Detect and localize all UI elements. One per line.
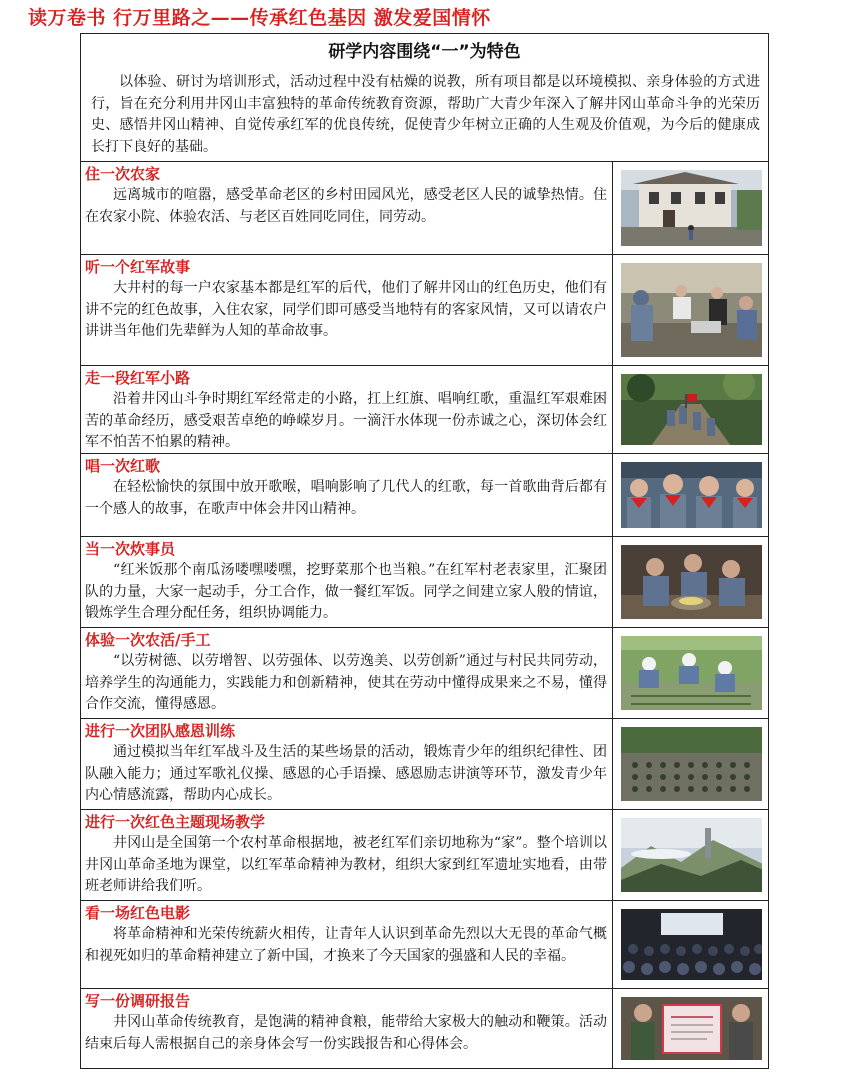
page-banner: 读万卷书 行万里路之——传承红色基因 激发爱国情怀 — [28, 7, 491, 29]
intro-paragraph: 以体验、研讨为培训形式，活动过程中没有枯燥的说教，所有项目都是以环境模拟、亲身体验的方式进行，旨在充分利用井冈山丰富独特的革命传统教育资源，帮助广大青少年深入了解井冈山革命斗争的光荣历史、感悟井冈山精神、自觉传承红军的优良传统，促使青少年树立正确的人生观及价值观，为今后的健康成长打下良好的基础。 — [91, 74, 760, 155]
activity-description: 井冈山是全国第一个农村革命根据地，被老红军们亲切地称为“家”。整个培训以井冈山革命圣地为课堂，以红军革命精神为教材，组织大家到红军遗址实地看，由带班老师讲给我们听。 — [85, 835, 607, 894]
activity-row — [81, 810, 768, 901]
intro-title: 研学内容围绕“一”为特色 — [328, 42, 521, 62]
activity-title: 唱一次红歌 — [85, 457, 161, 475]
activity-row — [81, 901, 768, 989]
farmhouse-photo — [621, 170, 762, 246]
activity-title: 看一场红色电影 — [85, 904, 191, 922]
activity-description: 井冈山革命传统教育，是饱满的精神食粮，能带给大家极大的触动和鞭策。活动结束后每人需根据自己的亲身体会写一份实践报告和心得体会。 — [85, 1014, 607, 1052]
movie-photo — [621, 909, 762, 980]
activity-row — [81, 454, 768, 537]
activity-title: 进行一次团队感恩训练 — [85, 722, 236, 740]
storytelling-photo — [621, 263, 762, 357]
activity-title: 住一次农家 — [85, 165, 161, 183]
activity-description: 在轻松愉快的氛围中放开歌喉，唱响影响了几代人的红歌，每一首歌曲背后都有一个感人的故事，在歌声中体会井冈山精神。 — [85, 479, 607, 517]
activity-description: 将革命精神和光荣传统薪火相传，让青年人认识到革命先烈以大无畏的革命气概和视死如归的革命精神建立了新中国，才换来了今天国家的强盛和人民的幸福。 — [85, 926, 607, 964]
activity-title: 体验一次农活/手工 — [85, 631, 211, 649]
activity-row — [81, 719, 768, 810]
activity-description: 沿着井冈山斗争时期红军经常走的小路，扛上红旗、唱响红歌，重温红军艰难困苦的革命经历，感受艰苦卓绝的峥嵘岁月。一滴汗水体现一份赤诚之心，深切体会红军不怕苦不怕累的精神。 — [85, 391, 607, 450]
intro-section — [81, 34, 768, 162]
activity-title: 进行一次红色主题现场教学 — [85, 813, 266, 831]
activity-row — [81, 537, 768, 628]
mountain-photo — [621, 818, 762, 892]
activity-row — [81, 366, 768, 454]
activity-row — [81, 162, 768, 255]
report-photo — [621, 997, 762, 1060]
activity-row — [81, 628, 768, 719]
activity-title: 走一段红军小路 — [85, 369, 191, 387]
activity-description: 大井村的每一户农家基本都是红军的后代，他们了解井冈山的红色历史，他们有讲不完的红色故事，入住农家，同学们即可感受当地特有的客家风情，又可以请农户讲讲当年他们先辈鲜为人知的革命故事。 — [85, 280, 607, 339]
activity-row — [81, 255, 768, 366]
cooking-photo — [621, 545, 762, 619]
trail-photo — [621, 374, 762, 445]
activity-description: “红米饭那个南瓜汤喽嘿喽嘿，挖野菜那个也当粮。”在红军村老表家里，汇聚团队的力量，大家一起动手，分工合作，做一餐红军饭。同学之间建立家人般的情谊，锻炼学生合理分配任务，组织协调能力。 — [85, 562, 607, 621]
team-training-photo — [621, 727, 762, 801]
activity-title: 写一份调研报告 — [85, 992, 191, 1010]
activity-description: “以劳树德、以劳增智、以劳强体、以劳逸美、以劳创新”通过与村民共同劳动，培养学生的沟通能力，实践能力和创新精神，使其在劳动中懂得成果来之不易，懂得合作交流，懂得感恩。 — [85, 653, 607, 712]
farming-photo — [621, 636, 762, 710]
activity-description: 通过模拟当年红军战斗及生活的某些场景的活动，锻炼青少年的组织纪律性、团队融入能力；通过军歌礼仪操、感恩的心手语操、感恩励志讲演等环节，激发青少年内心情感流露，帮助内心成长。 — [85, 744, 607, 803]
singing-photo — [621, 462, 762, 528]
activity-description: 远离城市的喧嚣，感受革命老区的乡村田园风光，感受老区人民的诚挚热情。住在农家小院、体验农活、与老区百姓同吃同住，同劳动。 — [85, 187, 607, 225]
activity-title: 当一次炊事员 — [85, 540, 176, 558]
activity-table — [80, 33, 769, 1069]
activity-title: 听一个红军故事 — [85, 258, 191, 276]
activity-row — [81, 989, 768, 1068]
